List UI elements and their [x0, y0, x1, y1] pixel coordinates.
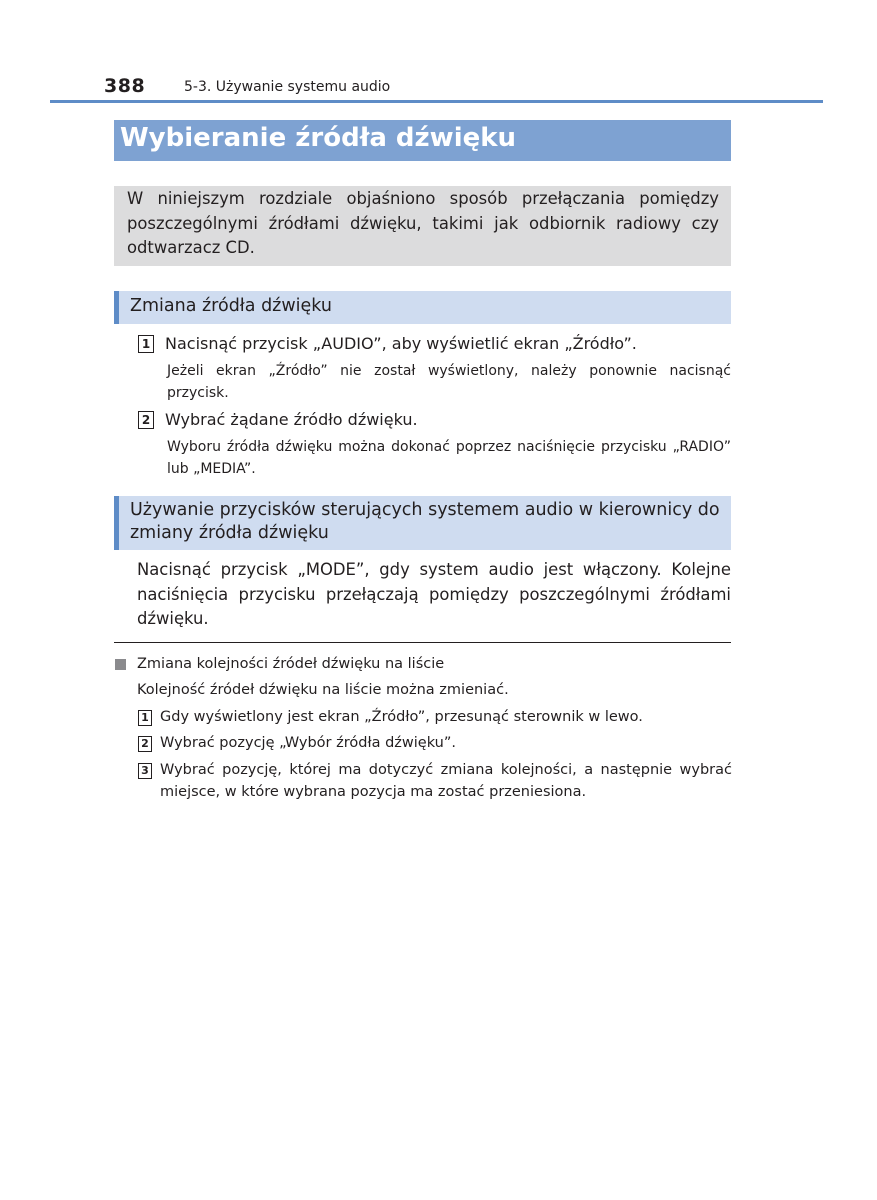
step-number-box: 1 — [138, 710, 152, 726]
header-rule — [50, 100, 823, 103]
section-divider — [114, 642, 731, 643]
subheading-steering-controls — [114, 496, 731, 550]
step-number-box: 1 — [138, 335, 154, 353]
page-number: 388 — [104, 75, 146, 97]
body-paragraph: Nacisnąć przycisk „MODE”, gdy system audio jest włączony. Kolejne naciśnięcia przycisku przełączają pomiędzy poszczególnymi źródłami dźwięku. — [137, 560, 731, 628]
subheading-text: Używanie przycisków sterujących systemem audio w kierownicy do zmiany źródła dźwięku — [130, 500, 720, 543]
page-header — [104, 75, 824, 103]
step-number-box: 3 — [138, 763, 152, 779]
square-bullet-icon — [115, 659, 126, 670]
page-title-bar — [114, 120, 731, 161]
step-text: Wybrać pozycję „Wybór źródła dźwięku”. — [160, 735, 456, 751]
step-text: Nacisnąć przycisk „AUDIO”, aby wyświetlić ekran „Źródło”. — [165, 334, 637, 353]
step-note: Jeżeli ekran „Źródło” nie został wyświetlony, należy ponownie nacisnąć przycisk. — [167, 363, 731, 401]
section-reference: 5-3. Używanie systemu audio — [184, 79, 391, 95]
subheading-change-source — [114, 291, 731, 324]
intro-box — [114, 186, 731, 266]
step-text: Wybrać pozycję, której ma dotyczyć zmiana kolejności, a następnie wybrać miejsce, w które wybrana pozycja ma zostać przeniesiona. — [160, 762, 732, 800]
page-title: Wybieranie źródła dźwięku — [120, 123, 517, 153]
intro-text: W niniejszym rozdziale objaśniono sposób przełączania pomiędzy poszczególnymi źródłami dźwięku, takimi jak odbiornik radiowy czy odtwarzacz CD. — [127, 189, 719, 257]
note-title: Zmiana kolejności źródeł dźwięku na liście — [137, 656, 445, 672]
step-number-box: 2 — [138, 736, 152, 752]
step-number-box: 2 — [138, 411, 154, 429]
note-intro: Kolejność źródeł dźwięku na liście można zmieniać. — [137, 682, 509, 698]
subheading-text: Zmiana źródła dźwięku — [130, 296, 332, 316]
step-note: Wyboru źródła dźwięku można dokonać poprzez naciśnięcie przycisku „RADIO” lub „MEDIA”. — [167, 439, 731, 477]
step-text: Wybrać żądane źródło dźwięku. — [165, 410, 418, 429]
step-text: Gdy wyświetlony jest ekran „Źródło”, przesunąć sterownik w lewo. — [160, 709, 643, 725]
